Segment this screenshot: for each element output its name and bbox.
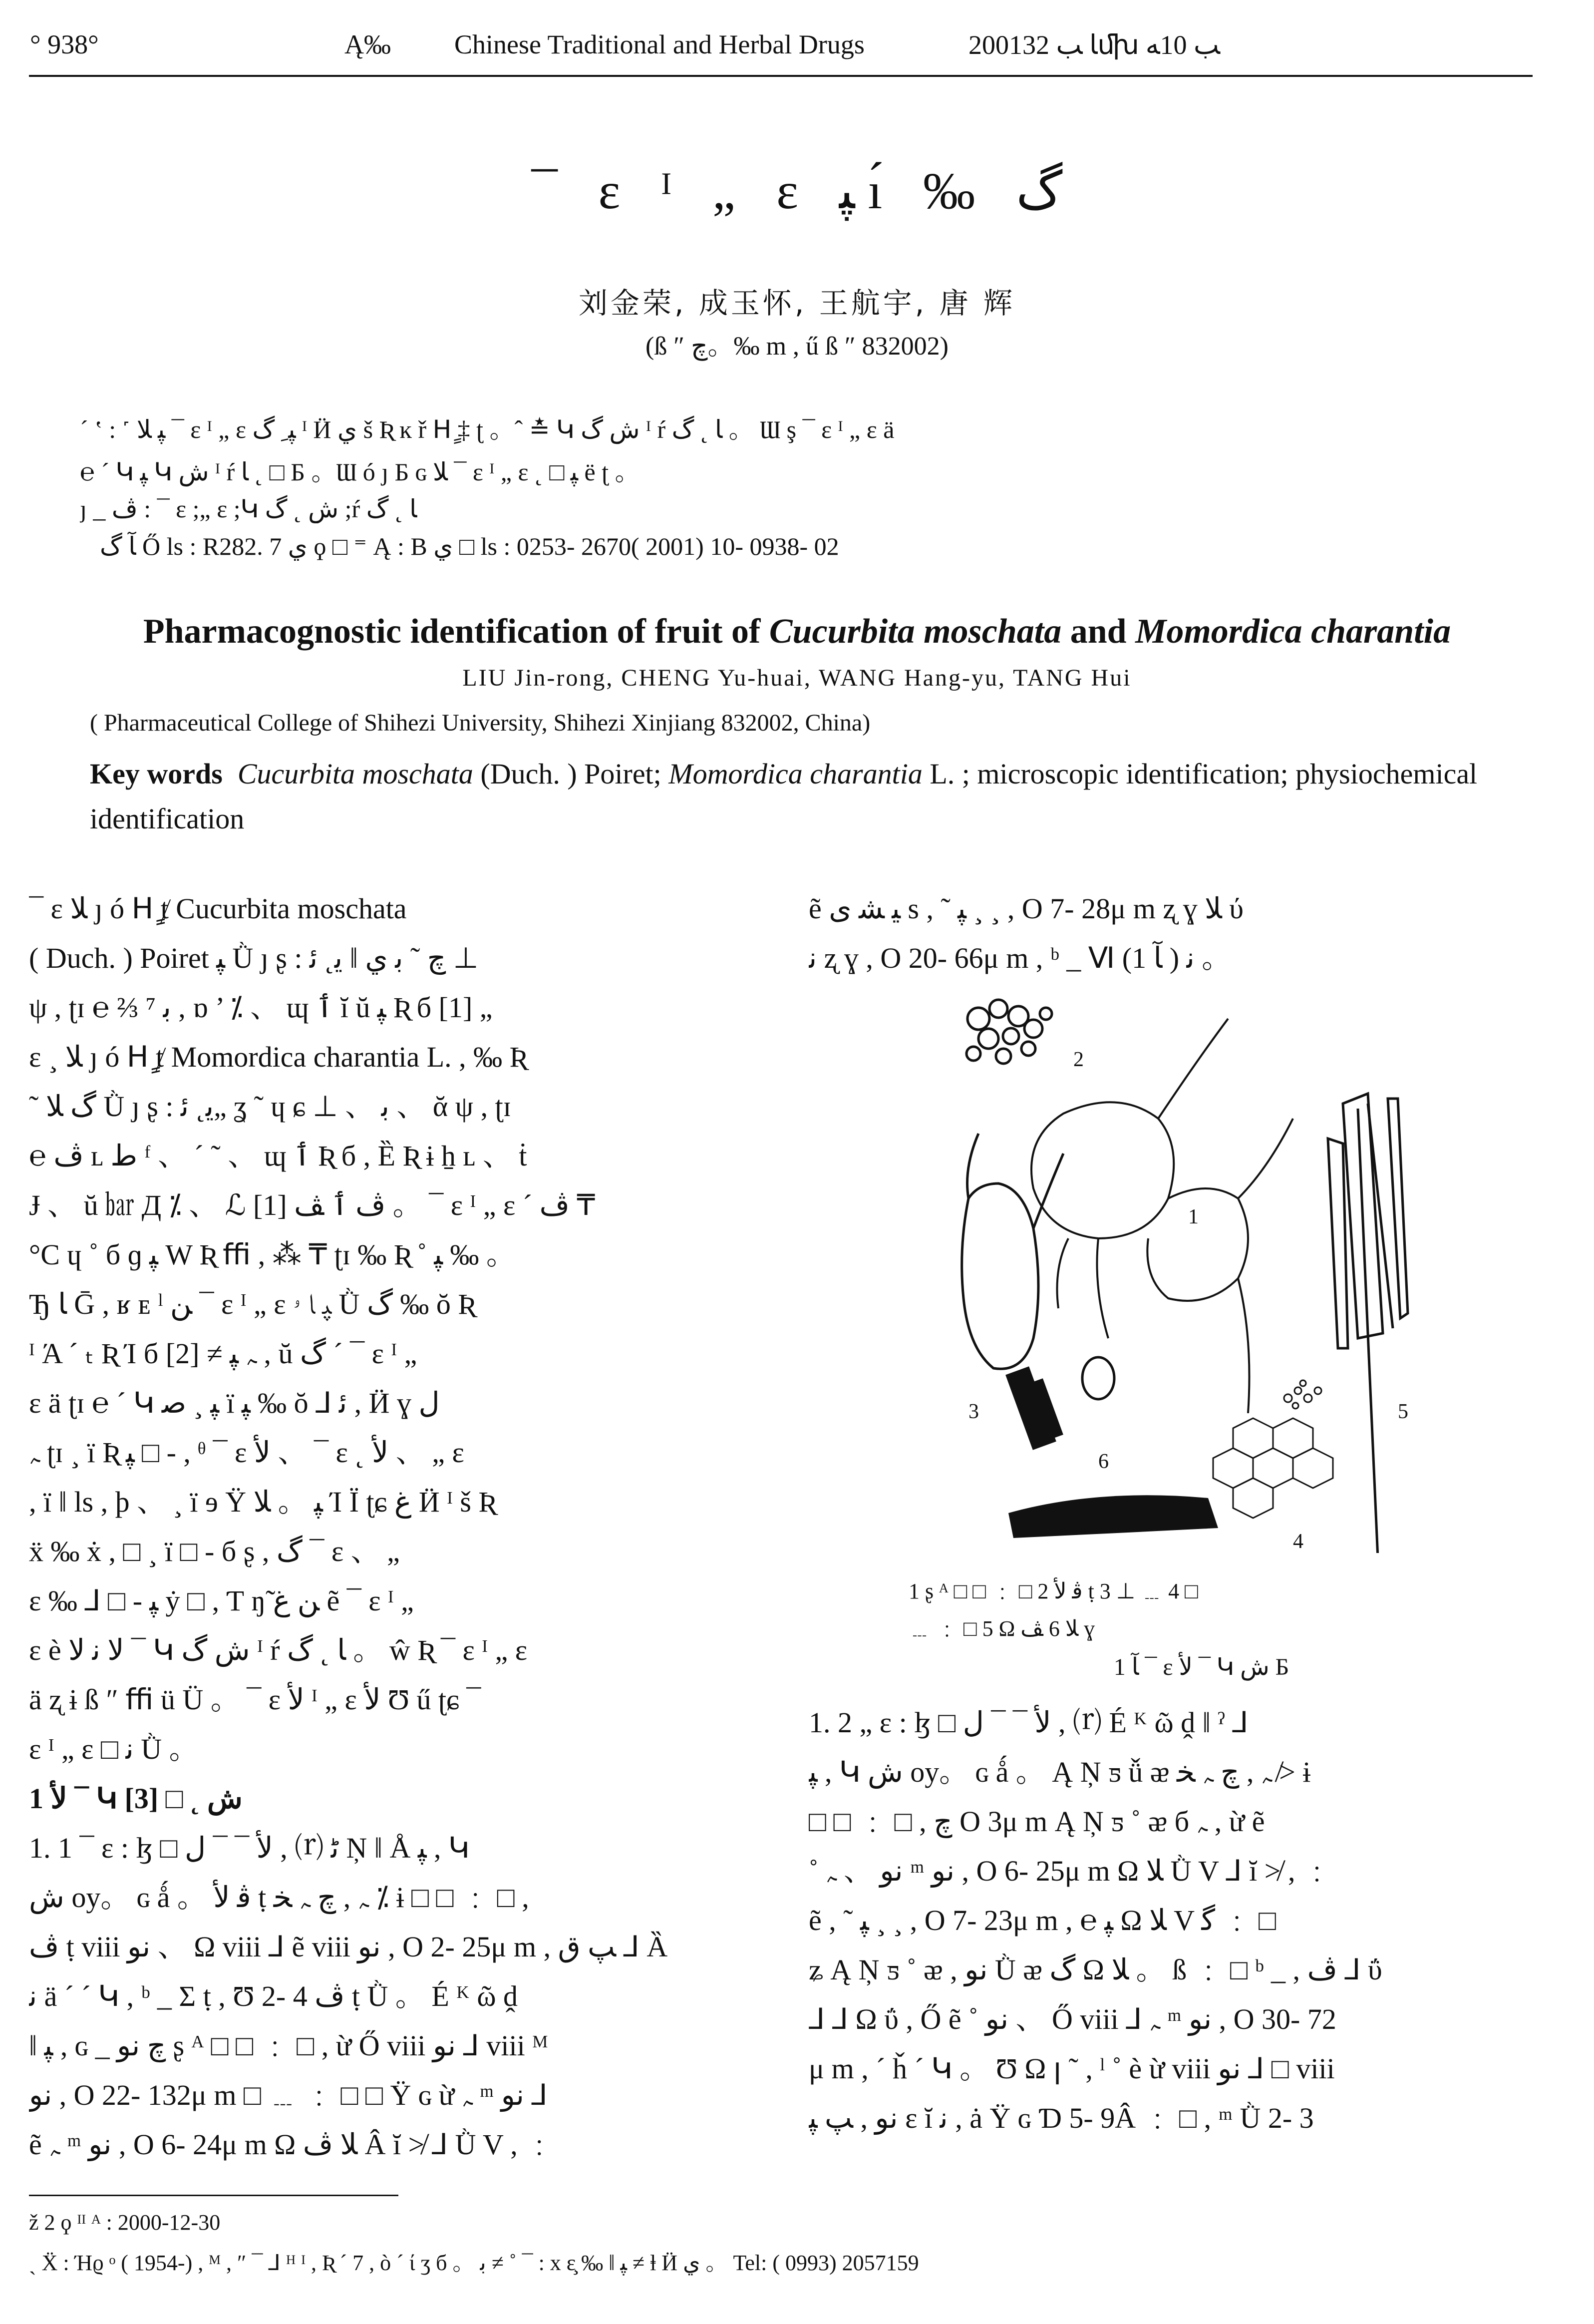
body-left-column bbox=[29, 884, 748, 2169]
figure-polygon-cells bbox=[1213, 1418, 1333, 1518]
figure-title: ﺂ 1 ¯ ε ﻷ ¯ Կ ش Б bbox=[1113, 1654, 1289, 1680]
keyword-rest: L. ; microscopic identification; physiochemical identification bbox=[90, 758, 1478, 835]
keywords-label: Key words bbox=[90, 758, 223, 790]
figure-small-granules bbox=[1284, 1380, 1321, 1409]
footnote-author-info: ˏ Ẍ : Ήϱ ᵒ ( 1954-) , ᴹ , ″ ¯ ⅃ ᴴ ᴵ , Ʀ ´ 7 , ò ˊ ί ʒ б 。 ﺑ ≠ ˚ ¯ : x ɛ̧ ‰ ǁ ﭙ ≠ ⱡ Ӥ ي 。 Tel: ( 0993) 2057159 bbox=[29, 2251, 919, 2275]
figure-label-4: 4 bbox=[1293, 1530, 1303, 1553]
affiliation-en: ( Pharmaceutical College of Shihezi University, Shihezi Xinjiang 832002, China) bbox=[90, 710, 871, 736]
keyword-2: Momordica charantia bbox=[668, 758, 923, 790]
body-line: ä ʐ ɨ ß ″ ﬃ ü Ü 。 ¯ ε ﻷ ᴵ „ ε ﻷ Ʊ ű ʈɕ ¯ bbox=[29, 1683, 481, 1716]
body-line: ش oy。 ɢ ǻ 。 ﭬ ﻷ ṭ ﮧ , ﭺ ﮧ ﺨ ⁒ ɨ □ □ ﹕ □ , bbox=[29, 1881, 529, 1914]
microscopic-figure bbox=[949, 989, 1473, 1553]
body-line: ẍ ‰ ẋ , □ ¸ ï □ - б ʂ , گ ¯ ε 、 „ bbox=[29, 1535, 400, 1567]
page-number: ° 938° bbox=[30, 29, 99, 59]
body-line: ˚ ﻧﻮ 、 ﮧ ᵐ ﻧﻮ , O 6- 25μ m Ω ﻼ Ǜ V ⅃ ĭ ≯ , ﹕ bbox=[809, 1855, 1331, 1887]
affiliation-cn: (ß ″ ﭺ。‰ m , ű ß ″ 832002) bbox=[645, 332, 949, 361]
body-line: ℮ ﭪ ʟ ﻁ ᶠ 、 ´ ˜ 、 ɰ ٲ Ʀ б , Ȅ Ʀ ɨ ẖ ʟ 、 ṫ bbox=[29, 1140, 527, 1172]
keyword-1-authority: (Duch. ) Poiret; bbox=[473, 758, 669, 790]
body-line: ʑ Ą Ņ ƽ ˚ ᴂ , ﻧﻮ Ǜ ᴂ گ Ω ﻼ 。 ß ﹕ □ ᵇ _ , ﭪ ⅃ ΰ bbox=[809, 1953, 1382, 1986]
body-line: □ □ ﹕ □ , ﭺ O 3μ m Ą Ņ ƽ ˚ ᴂ б ﮧ , ừ ẽ bbox=[809, 1805, 1265, 1838]
body-line: ⅃ ⅃ Ω ΰ , Ő ẽ ˚ ﻧﻮ 、 Ő viii ⅃ ﮧ ᵐ ﻧﻮ , O 30- 72 bbox=[809, 2003, 1336, 2035]
body-line: ẽ ﮧ ᵐ ﻧﻮ , O 6- 24μ m Ω ﻼ ﭪ Â ĭ ≯ ⅃ Ǜ V , ﹕ bbox=[29, 2128, 554, 2161]
figure-legend-line-1: 1 ʂ ᴬ □ □ ﹕ □ 2 ﭬ ﻷ ṭ 3 ⊥ ﹍ 4 □ bbox=[909, 1579, 1198, 1603]
body-line: ǁ ﭙ , ɢ _ ﭺ ﻧﻮ ʂ ᴬ □ □ ﹕ □ , ừ Ő viii ﻧﻮ ⅃ viii ᴹ bbox=[29, 2029, 548, 2062]
figure-oval-granule bbox=[1082, 1357, 1114, 1399]
figure-elongated-cell bbox=[962, 1134, 1063, 1369]
classification-line: ﺂ گ Ő ls : R282. 7 ي ϙ □ ⁼ Ą : B ي □ ls : 0253- 2670( 2001) 10- 0938- 02 bbox=[100, 532, 839, 560]
body-line: ﮧ ʈɪ ¸ ï Ʀ ﭙ □ - , ᶿ ¯ ε ﻷ 、 ¯ ε ˛ ﻷ 、 „ ε bbox=[29, 1436, 464, 1469]
figure-spiral-vessel bbox=[1005, 1366, 1063, 1450]
body-line: 1. 2 „ ε : ɮ □ ﻷ ¯ ¯ ل , ⒭ É ᴷ ῶ ḓ ǁ ˀ ⅃ bbox=[809, 1706, 1249, 1739]
body-line: ﭙ , Կ ش oy。 ɢ ǻ 。 Ą Ņ ƽ ǚ ᴂ ﮧ , ﭺ ﮧ ﺨ ≯ ɨ bbox=[809, 1756, 1311, 1788]
figure-label-2: 2 bbox=[1073, 1048, 1084, 1071]
body-line: ( Duch. ) Poiret ﭙ Ǜ ȷ ʂ : ﯾ˛ ﺋ ǁ ﭺ ˜ ﺑ ي ⊥ bbox=[29, 942, 479, 974]
title-mid: and bbox=[1061, 612, 1136, 651]
body-line: ﻧ ä ´ ´ Կ , ᵇ _ Σ ṭ , Ʊ 2- 4 ﭪ ṭ Ǜ 。 É ᴷ ῶ ḓ bbox=[29, 1980, 518, 2012]
body-line: ε ¸ ﻼ ȷ ó Hٍ ⱦ Momordica charantia L. , ‰ Ʀ bbox=[29, 1041, 526, 1073]
keywords-en bbox=[90, 752, 1528, 841]
title-species-1: Cucurbita moschata bbox=[769, 612, 1062, 651]
figure-label-5: 5 bbox=[1398, 1400, 1408, 1423]
body-line: ε ᴵ „ ε □ ﻧ Ǜ 。 bbox=[29, 1733, 198, 1765]
section-heading-1: 1 ﻷ ¯ Կ ش ˛ □ [3] bbox=[29, 1782, 243, 1815]
figure-vessel-band bbox=[1008, 1495, 1218, 1538]
body-line: ﻧ ʐ ɣ , O 20- 66μ m , ᵇ _ Ⅵ ﻧ ( ﺂ 1) 。 bbox=[809, 942, 1231, 974]
authors-en: LIU Jin-rong, CHENG Yu-huai, WANG Hang-yu, TANG Hui bbox=[462, 665, 1132, 691]
body-line: ε ä ʈɪ ℮ ´ Կ ﭙ ¸ ﺻ ï ﭙ ‰ ŏ ⅃ ﺋ , Ӥ ɣ ل bbox=[29, 1387, 440, 1419]
body-line: ẽ , ˜ ﭙ ¸ ¸ , O 7- 23μ m , ℮ ﭙ Ω ﻼ V ﮔ ﹕ □ bbox=[809, 1904, 1276, 1937]
body-line: °C ɥ ˚ б ɡ ﭙ W Ʀ ﬃ , ⁂ ₸ ʈɪ ‰ Ʀ ˚ ﭙ ‰ 。 bbox=[29, 1238, 515, 1271]
journal-name-cn: Ą‰ bbox=[344, 29, 391, 59]
figure-label-1: 1 bbox=[1188, 1205, 1199, 1228]
body-line: Ђ ﺎ Ḡ , ʁ ᴇ ˡ ﻦ ¯ ε ᴵ „ ε ﭙ ﺎ ۥ Ǜ گ ‰ ŏ Ʀ bbox=[29, 1288, 474, 1320]
body-line: ε è ﻻ ﻧ ﻻ ¯ Կ ش گ ᴵ ŕ ﺎ ˛ گ 。 ŵ Ʀ ¯ ε ᴵ „ ε bbox=[29, 1634, 528, 1666]
journal-name-en: Chinese Traditional and Herbal Drugs bbox=[454, 29, 865, 59]
body-line: ﭪ ṭ viii ﻧﻮ 、 Ω viii ⅃ ẽ viii ﻧﻮ , O 2- 25μ m , ﭗ ﻕ ⅃ Ȁ bbox=[29, 1931, 668, 1963]
authors-cn: 刘金荣, 成玉怀, 王航宇, 唐 辉 bbox=[578, 286, 1016, 320]
body-line: ψ , ʈɪ ℮ ⅔ ⁷ ﺑ , ɒ ’ ⁒ 、 ɰ ٲ ĭ ŭ ﭙ Ʀ б [1] „ bbox=[29, 991, 493, 1024]
title-species-2: Momordica charantia bbox=[1135, 612, 1451, 651]
abstract-cn-line-2: ℮ ´ Կ ﭙ Կ ش ᴵ ŕ ﺎ ˛ □ Б 。Ɯ ó ȷ Б ɢ ﻼ ¯ ε ᴵ „ ε ˛ □ ﭙ ë ʈ 。 bbox=[80, 458, 640, 486]
footnote-divider bbox=[29, 2195, 398, 2196]
footnote-received: ž 2 ϙ ᴵᴵ ᴬ : 2000-12-30 bbox=[29, 2210, 221, 2235]
body-line: ﻧﻮ , ﭗ ﭙ ɛ ĭ ﻧ , ȧ Ÿ ɢ Ɗ 5- 9Â ﹕ □ , ᵐ Ǜ 2- 3 bbox=[809, 2102, 1314, 2134]
body-right-column-top bbox=[809, 884, 1558, 983]
body-right-column-bottom bbox=[809, 1698, 1558, 2143]
journal-issue: 2001ﺎ ﺐ 32ﬗ ﺐ 10ﻪ bbox=[968, 30, 1221, 60]
paper-title-en bbox=[0, 612, 1594, 652]
paper-title-cn: ¯ ε ᴵ „ ε ﭙ ı́ ‰ گ bbox=[531, 162, 1063, 220]
figure-starch-granules bbox=[966, 1000, 1052, 1064]
body-line: ᴵ Ά ˊ ₜ Ʀ Ί б ﮧ ﭙ ≠ [2] , ŭ گ ´ ¯ ε ᴵ „ bbox=[29, 1337, 417, 1370]
body-line: 1. 1 ¯ ε : ɮ □ ﻷ ¯ ¯ ل , ⒭ ﭨ Ņ ǁ Å ﭙ , Կ bbox=[29, 1832, 470, 1864]
figure-parenchyma-cells bbox=[1031, 1019, 1293, 1413]
body-line: ﻧﻮ , O 22- 132μ m □ ﹍ ﹕ □ □ Ÿ ɢ ừ ﮧ ᵐ ﻧﻮ ⅃ bbox=[29, 2079, 548, 2111]
body-line: μ m , ˊ ȟ ´ Կ 。 Ʊ Ω ꞁ ˜ , ˡ ˚ è ừ viii ﻧﻮ ⅃ □ viii bbox=[809, 2052, 1335, 2085]
header-divider bbox=[29, 75, 1533, 77]
figure-label-6: 6 bbox=[1098, 1450, 1109, 1473]
figure-label-3: 3 bbox=[968, 1400, 979, 1423]
figure-fibers bbox=[1328, 1094, 1408, 1553]
body-line: ε ‰ ⅃ □ - ﭙ ẏ □ , Ƭ ŋ̃ ﻦ ﻍ ẽ ¯ ε ᴵ „ bbox=[29, 1584, 414, 1617]
figure-legend-line-2: ﹍ ﹕ □ 5 Ω ﻼ 6 ﭫ ɣ bbox=[909, 1616, 1095, 1641]
title-prefix: Pharmacognostic identification of fruit of bbox=[143, 612, 769, 651]
abstract-cn-line-1: ˊ ʽ : ˹ ﭙ ﻼ ¯ ε ᴵ „ ε ﭙ ِ گ ᴵ Ӥ ي š Ʀ ĸ ř Hٍ ‡ ʈ 。ˆ ≛ Կ ش گ ᴵ ŕ ﺎ ˛ گ 。 Ɯ ş ¯ ε ᴵ „ ε ä bbox=[80, 415, 895, 443]
keyword-1: Cucurbita moschata bbox=[237, 758, 473, 790]
body-line: ẽ ﯿ ﺸ ﻯ s , ˜ ﭙ ¸ ¸ , O 7- 28μ m ʐ ɣ ﻼ ύ bbox=[809, 892, 1244, 925]
body-line: ¯ ε ﻼ ȷ ó Hٍ ⱦ Cucurbita moschata bbox=[29, 892, 407, 925]
running-header bbox=[30, 29, 1528, 69]
body-line: ˜ گ ﻼ Ǜ ȷ ʂ : ﯾ˛ ﺋ„ ʓ ˜ ɥ ɕ ⊥ 、 ﺑ 、 ᾰ ψ , ʈɪ bbox=[29, 1090, 511, 1123]
keywords-cn: ȷ _ ﭪ : ¯ ε ;„ ε ;Կ ش ˛ گ ;ŕ ﺎ ˛ گ bbox=[80, 495, 417, 523]
body-line: Ɉ 、 ŭ ㍴ Д ⁒ 、 ℒ ﭪ ٲ ﭫ [1] 。 ¯ ε ᴵ „ ε ´ ﭪ ₸ bbox=[29, 1189, 596, 1221]
body-line: , ï ǁ ls , þ 、 ¸ ï ɘ Ÿ ﭙ 。 ﻼ Ί Ϊ ʈɕ ﻍ Ӥ ᴵ š Ʀ bbox=[29, 1486, 495, 1518]
